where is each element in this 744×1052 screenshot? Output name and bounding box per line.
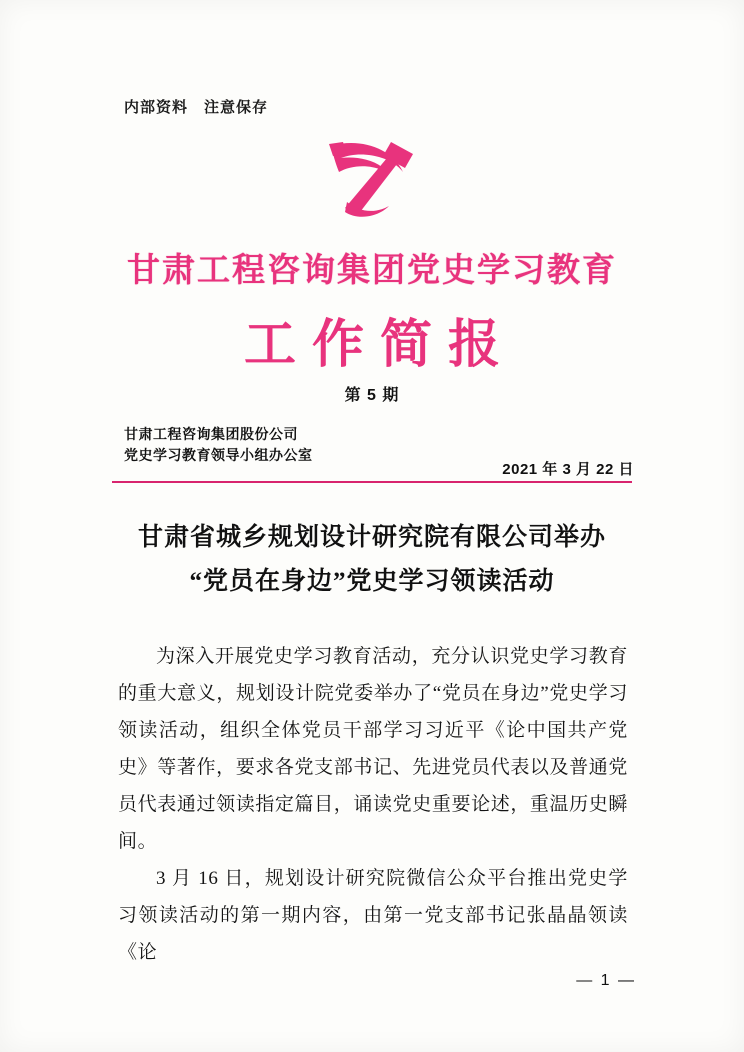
masthead-title-line2: 工作简报 [243, 317, 516, 374]
article-body [118, 638, 628, 971]
article-paragraph: 为深入开展党史学习教育活动，充分认识党史学习教育的重大意义，规划设计院党委举办了“党员在身边”党史学习领读活动，组织全体党员干部学习习近平《论中国共产党史》等著作，要求各党支部书记、先进党员代表以及普通党员代表通过领读指定篇目，诵读党史重要论述，重温历史瞬间。 [118, 646, 628, 852]
confidential-notice [124, 96, 268, 117]
masthead-title-line1: 甘肃工程咨询集团党史学习教育 [127, 253, 617, 289]
article-title [92, 516, 652, 604]
masthead-divider [112, 481, 632, 483]
confidential-label-left: 内部资料 [124, 99, 189, 116]
emblem-container [0, 132, 744, 229]
page-number: — 1 — [576, 972, 636, 989]
issuer-line-1: 甘肃工程咨询集团股份公司 [124, 426, 298, 442]
confidential-label-right: 注意保存 [204, 99, 269, 116]
article-title-line-1: 甘肃省城乡规划设计研究院有限公司举办 [137, 524, 606, 551]
issue-number: 第 5 期 [344, 387, 400, 404]
article-title-line-2: “党员在身边”党史学习领读活动 [189, 568, 555, 595]
ccp-hammer-sickle-icon [317, 132, 427, 224]
issuer-line-2: 党史学习教育领导小组办公室 [124, 447, 313, 463]
issuer-block [124, 424, 313, 466]
issue-date: 2021 年 3 月 22 日 [502, 461, 634, 478]
article-paragraph: 3 月 16 日，规划设计研究院微信公众平台推出党史学习领读活动的第一期内容，由第一党支部书记张晶晶领读《论 [118, 868, 628, 963]
